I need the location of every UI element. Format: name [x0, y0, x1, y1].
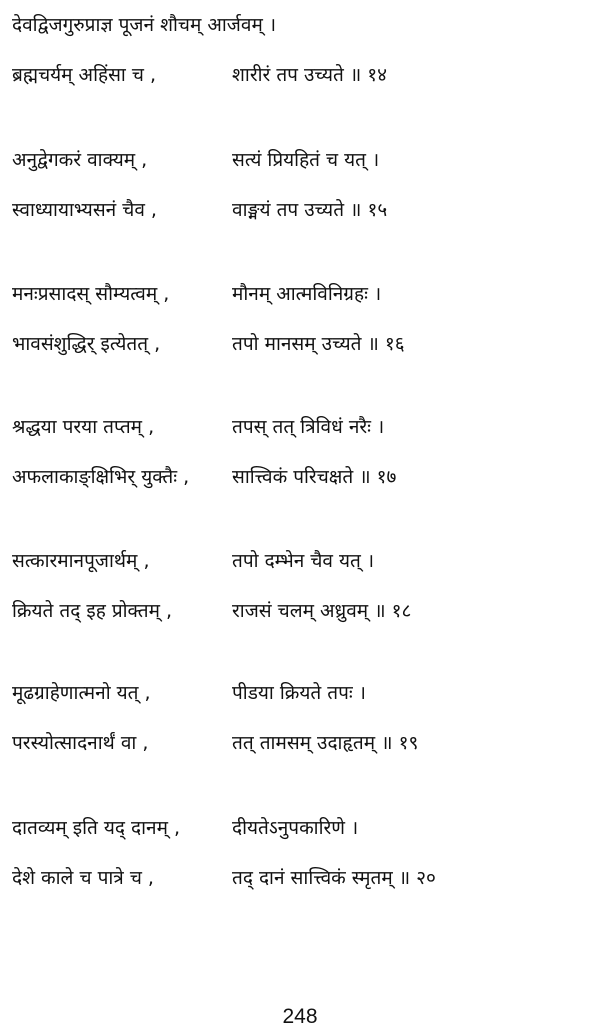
verse-18-line-2 — [0, 594, 600, 628]
verse-19-line-2-left: परस्योत्सादनार्थं वा , — [12, 732, 149, 754]
verse-14-line-2 — [0, 58, 600, 92]
verse-16-line-2 — [0, 327, 600, 361]
verse-18-line-1-right: तपो दम्भेन चैव यत् । — [232, 550, 375, 572]
verse-14-line-2-left: ब्रह्मचर्यम् अहिंसा च , — [12, 64, 157, 86]
verse-15-line-1-right: सत्यं प्रियहितं च यत् । — [232, 149, 380, 171]
verse-17-line-1-right: तपस् तत् त्रिविधं नरैः । — [232, 416, 385, 438]
verse-16-line-2-left: भावसंशुद्धिर् इत्येतत् , — [12, 333, 161, 355]
verse-15-line-2-right: वाङ्मयं तप उच्यते ॥ १५ — [232, 199, 388, 221]
verse-19-line-1 — [0, 676, 600, 710]
verse-14-line-2-right: शारीरं तप उच्यते ॥ १४ — [232, 64, 388, 86]
verse-20-line-1-right: दीयतेऽनुपकारिणे । — [232, 817, 359, 839]
verse-20-line-2-right: तद् दानं सात्त्विकं स्मृतम् ॥ २० — [232, 867, 436, 889]
verse-20-line-1-left: दातव्यम् इति यद् दानम् , — [12, 817, 181, 839]
verse-20-line-2-left: देशे काले च पात्रे च , — [12, 867, 154, 889]
verse-16-line-1 — [0, 277, 600, 311]
verse-18-line-1-left: सत्कारमानपूजार्थम् , — [12, 550, 150, 572]
verse-19-line-1-left: मूढग्राहेणात्मनो यत् , — [12, 682, 151, 704]
verse-15-line-2-left: स्वाध्यायाभ्यसनं चैव , — [12, 199, 157, 221]
verse-18-line-2-left: क्रियते तद् इह प्रोक्तम् , — [12, 600, 173, 622]
verse-17-line-2-left: अफलाकाङ्क्षिभिर् युक्तैः , — [12, 466, 190, 488]
verse-19-line-2 — [0, 726, 600, 760]
verse-15-line-2 — [0, 193, 600, 227]
page-number: 248 — [282, 1005, 318, 1028]
verse-17-line-1 — [0, 410, 600, 444]
verse-16-line-1-left: मनःप्रसादस् सौम्यत्वम् , — [12, 283, 170, 305]
verse-16-line-1-right: मौनम् आत्मविनिग्रहः । — [232, 283, 382, 305]
verse-19-line-2-right: तत् तामसम् उदाहृतम् ॥ १९ — [232, 732, 419, 754]
verse-15-line-1 — [0, 143, 600, 177]
verse-17-line-2 — [0, 460, 600, 494]
verse-14-line-1-text: देवद्विजगुरुप्राज्ञ पूजनं शौचम् आर्जवम् । — [12, 14, 277, 36]
verse-17-line-2-right: सात्त्विकं परिचक्षते ॥ १७ — [232, 466, 397, 488]
verse-16-line-2-right: तपो मानसम् उच्यते ॥ १६ — [232, 333, 405, 355]
verse-14-line-1 — [0, 8, 600, 42]
verse-18-line-2-right: राजसं चलम् अध्रुवम् ॥ १८ — [232, 600, 412, 622]
verse-19-line-1-right: पीडया क्रियते तपः । — [232, 682, 366, 704]
verse-17-line-1-left: श्रद्धया परया तप्तम् , — [12, 416, 155, 438]
verse-20-line-2 — [0, 861, 600, 895]
verse-18-line-1 — [0, 544, 600, 578]
verse-15-line-1-left: अनुद्वेगकरं वाक्यम् , — [12, 149, 148, 171]
verse-20-line-1 — [0, 811, 600, 845]
